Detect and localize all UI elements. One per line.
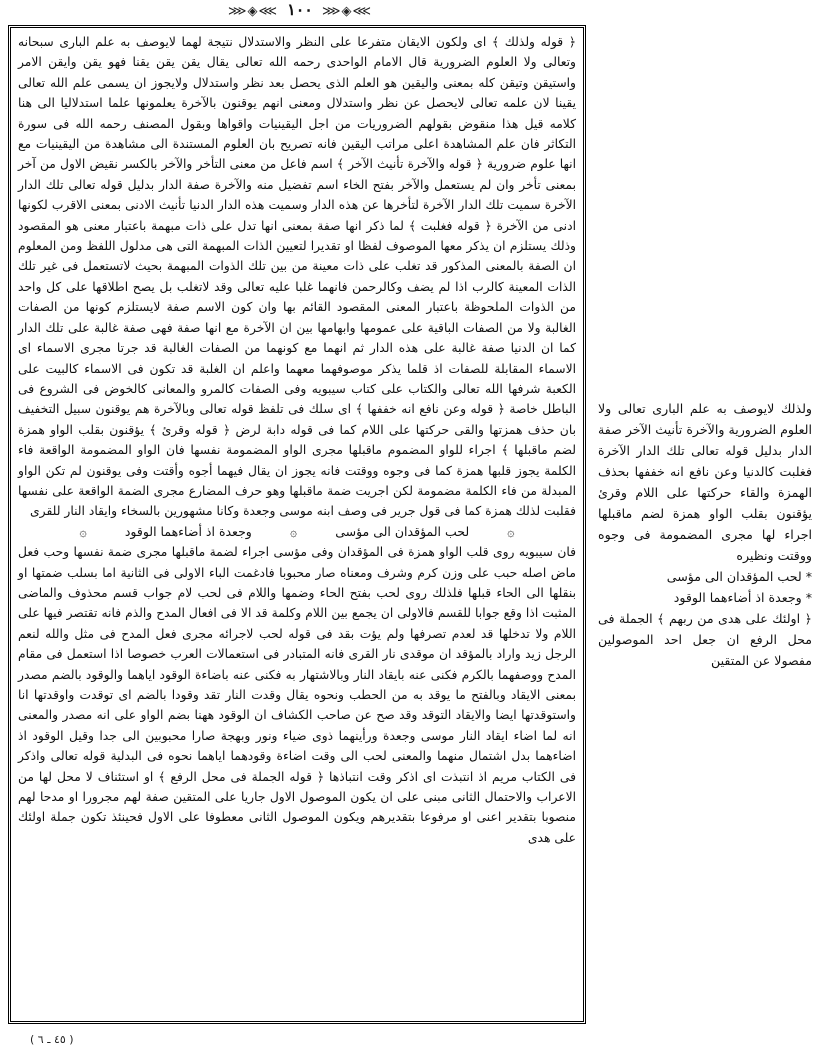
page-header — [0, 0, 600, 24]
main-commentary-text — [11, 28, 583, 848]
verse-star-left: ۞ — [79, 523, 87, 539]
verse-star-right: ۞ — [507, 523, 515, 539]
margin-verse-2: * وجعدة اذ أضاءهما الوقود — [673, 590, 812, 605]
verse-hemistich-right: لحب المؤقدان الى مؤسى — [335, 523, 470, 539]
main-commentary-frame — [8, 25, 586, 1024]
verse-star-middle: ۞ — [289, 523, 298, 539]
margin-paragraph-1: ولذلك لايوصف به علم البارى تعالى ولا العلوم الضرورية والآخرة تأنيث الآخر صفة الدار بدليل قوله تعالى تلك الدار الآخرة فغلبت كالدنيا وعن نافع انه خففها بحذف الهمزة والقاء حركتها على اللام وقرئ يؤقنون بقلب الواو همزة لضم ماقبلها اجراء لها مجرى المضمومة فى وجوه ووقتت ونظيره — [598, 401, 812, 563]
commentary-paragraph-2: فان سيبويه روى قلب الواو همزة فى المؤقدان وفى مؤسى اجراء لضمة ماقبلها مجرى ضمة نفسها وحب فعل ماض اصله حبب على وزن كرم وشرف ومعناه صار محبوبا فادغمت الباء الاولى فى الثانية اما بسلب ضمتها او بنقلها الى الحاء قبلها فلذلك روى لحب بفتح الحاء وضمها واللام فى لحب لام جواب قسم محذوف والماضى المثبت اذا وقع جوابا للقسم فالاولى ان يجمع بين اللام وكلمة قد الا فى افعال المدح والذم فانه تقتصر فيها على اللام ولا تدخلها قد لعدم تصرفها ولم يؤت بقد فى قوله لحب لاجرائه مجرى فعل المدح فى مثل والله لنعم الرجل زيد واراد بالمؤقد ان موقدى نار القرى فانه المتبادر فى استعمالات العرب خصوصا اذا استعمل فى مقام المدح ووصفهما بالكرم فكنى عنه بايقاد النار وبالاشتهار به فكنى عنه باضاءة الوقود اياهما والوقود بالضم مصدر بمعنى الايقاد وبالفتح ما يوقد به من الحطب ونحوه يقال وقدت النار تقد وقودا بالضم اى توقدت واوقدتها انا واستوقدتها ايضا والايقاد التوقد وقد صح عن صاحب الكشاف ان الوقود ههنا بضم الواو على انه مصدر والمعنى انه لما اضاء ايقاد النار موسى وجعدة ورأينهما ذوى ضياء ونور وبهجة صارا محبوبين الى جدا وقيل الوقود اذ اضاءهما بدل اشتمال منهما والمعنى لحب الى وقت اضاءة وقودهما اياهما نحوه فى البدلية قوله تعالى واذكر فى الكتاب مريم اذ انتبذت اى اذكر وقت انتباذها ﴿ قوله الجملة فى محل الرفع ﴾ او استئناف لا محل لها من الاعراب والاحتمال الثانى مبنى على ان يكون الموصول الاول جاريا على المتقين صفة لهم مجرورا او مدحا لهم منصوبا بتقدير اعنى او مرفوعا بتقديرهم ويكون الموصول الثانى معطوفا على الاول فحينئذ تكون جملة اولئك على هدى — [18, 545, 576, 845]
margin-verse-1: * لحب المؤقدان الى مؤسى — [666, 569, 812, 584]
commentary-paragraph-1: ﴿ قوله ولذلك ﴾ اى ولكون الايقان متفرعا على النظر والاستدلال نتيجة لهما لايوصف به علم البارى سبحانه وتعالى ولا العلوم الضرورية قال الامام الواحدى رحمه الله تعالى يقال يقن يقن يقنا فهو يقن وايقن الامر واستيقن وتيقن كله بمعنى واليقين هو العلم الذى يحصل بعد نظر واستدلال ولايجوز ان يسمى علم الله تعالى يقينا لان علمه تعالى لايحصل عن نظر واستدلال ومعنى انهم يوقنون بالآخرة يعلمونها علما استدلاليا الى هنا كلامه قيل هذا منقوض بقولهم الضروريات من اجل اليقينيات واقواها وبقول المصنف رحمه الله فى سورة التكاثر فان علم المشاهدة اعلى مراتب اليقين فانه تصريح بان العلوم المستندة الى مشاهدة من اليقينيات مع انها علوم ضرورية ﴿ قوله والآخرة تأنيث الآخر ﴾ اسم فاعل من معنى التأخر والآخر بالكسر نقيض الاول من آخر بمعنى تأخر وان لم يستعمل والآخر بفتح الخاء اسم تفضيل منه والآخرة صفة الدار بدليل قوله تعالى تلك الدار الآخرة سميت تلك الدار الآخرة لتأخرها عن هذه الدار وسميت هذه الدار الدنيا تأنيث الادنى بمعنى الاقرب لكونها ادنى من الآخرة ﴿ قوله فغلبت ﴾ لما ذكر انها صفة بمعنى انها تدل على ذات مبهمة باعتبار معنى هو المقصود وذلك يستلزم ان يذكر معها الموصوف لفظا او تقديرا لتعيين الذات المبهمة التى هى مدلول اللفظ ومن المعلوم ان الصفة بالمعنى المذكور قد تغلب على ذات معينة من بين تلك الذوات المبهمة بحيث لاتستعمل فى غير تلك الذات المعينة كالرب اذا لم يضف وكالرحمن فانهما غلبا عليه تعالى وقد لاتغلب بل يصح اطلاقها على كل واحد من الذوات الملحوظة باعتبار المعنى المقصود القائم بها وان كون الاسم صفة لايستلزم كونها من الصفات الغالبة ولا من الصفات الباقية على عمومها وابهامها بين ان الآخرة مع انها صفة فهى صفة غالبة على تلك الدار كما ان الدنيا صفة غالبة على هذه الدار ثم انهما مع كونهما من الصفات الغالبة قد جرتا مجرى الاسماء اى الاسماء المقابلة للصفات اذ قلما يذكر موصوفهما معهما واعلم ان الغلبة قد تكون فى الاسماء كالبيت على الكعبة شرفها الله تعالى والكتاب على كتاب سيبويه وفى الصفات كالمرو والمعانى كالخوض فى الشروع فى الباطل خاصة ﴿ قوله وعن نافع انه خففها ﴾ اى سلك فى تلفظ قوله تعالى وبالآخرة هم يوقنون سبيل التخفيف بان حذف همزتها والقى حركتها على اللام كما فى قوله دابة لرض ﴿ قوله وقرئ ﴾ يؤقنون بقلب الواو همزة لضم ماقبلها ﴾ اجراء للواو المضموم ماقبلها مجرى الواو المضمومة نفسها فان الواو المضمومة الواقعة فاء الكلمة يجوز قلبها همزة كما فى وجوه ووقتت فانه يجوز ان يقال فيهما أجوه وأقتت وفى يوقنون لم تكن الواو المبدلة من فاء الكلمة مضمومة لكن اجريت ضمة ماقبلها وهو حرف المضارع مجرى الضمة الواقعة على نفسها فقلبت لذلك همزة كما فى قول جرير فى وصف ابنه موسى وجعدة وكانا مشهورين بالسخاء وايقاد النار للقرى — [18, 35, 576, 519]
header-ornament-left: ⋙◈⋘ — [228, 4, 279, 19]
page-number: ١٠٠ — [287, 0, 313, 19]
margin-paragraph-2: ﴿ اولئك على هدى من ربهم ﴾ الجملة فى محل الرفع ان جعل احد الموصولين مفصولا عن المتقين — [598, 611, 812, 668]
poetry-verse — [18, 522, 576, 542]
header-ornament-right: ⋙◈⋘ — [321, 4, 372, 19]
verse-hemistich-left: وجعدة اذ أضاءهما الوقود — [124, 523, 252, 539]
margin-base-text — [598, 398, 812, 671]
footer-signature: ( ٤٥ ـ ٦ ) — [30, 1033, 74, 1046]
